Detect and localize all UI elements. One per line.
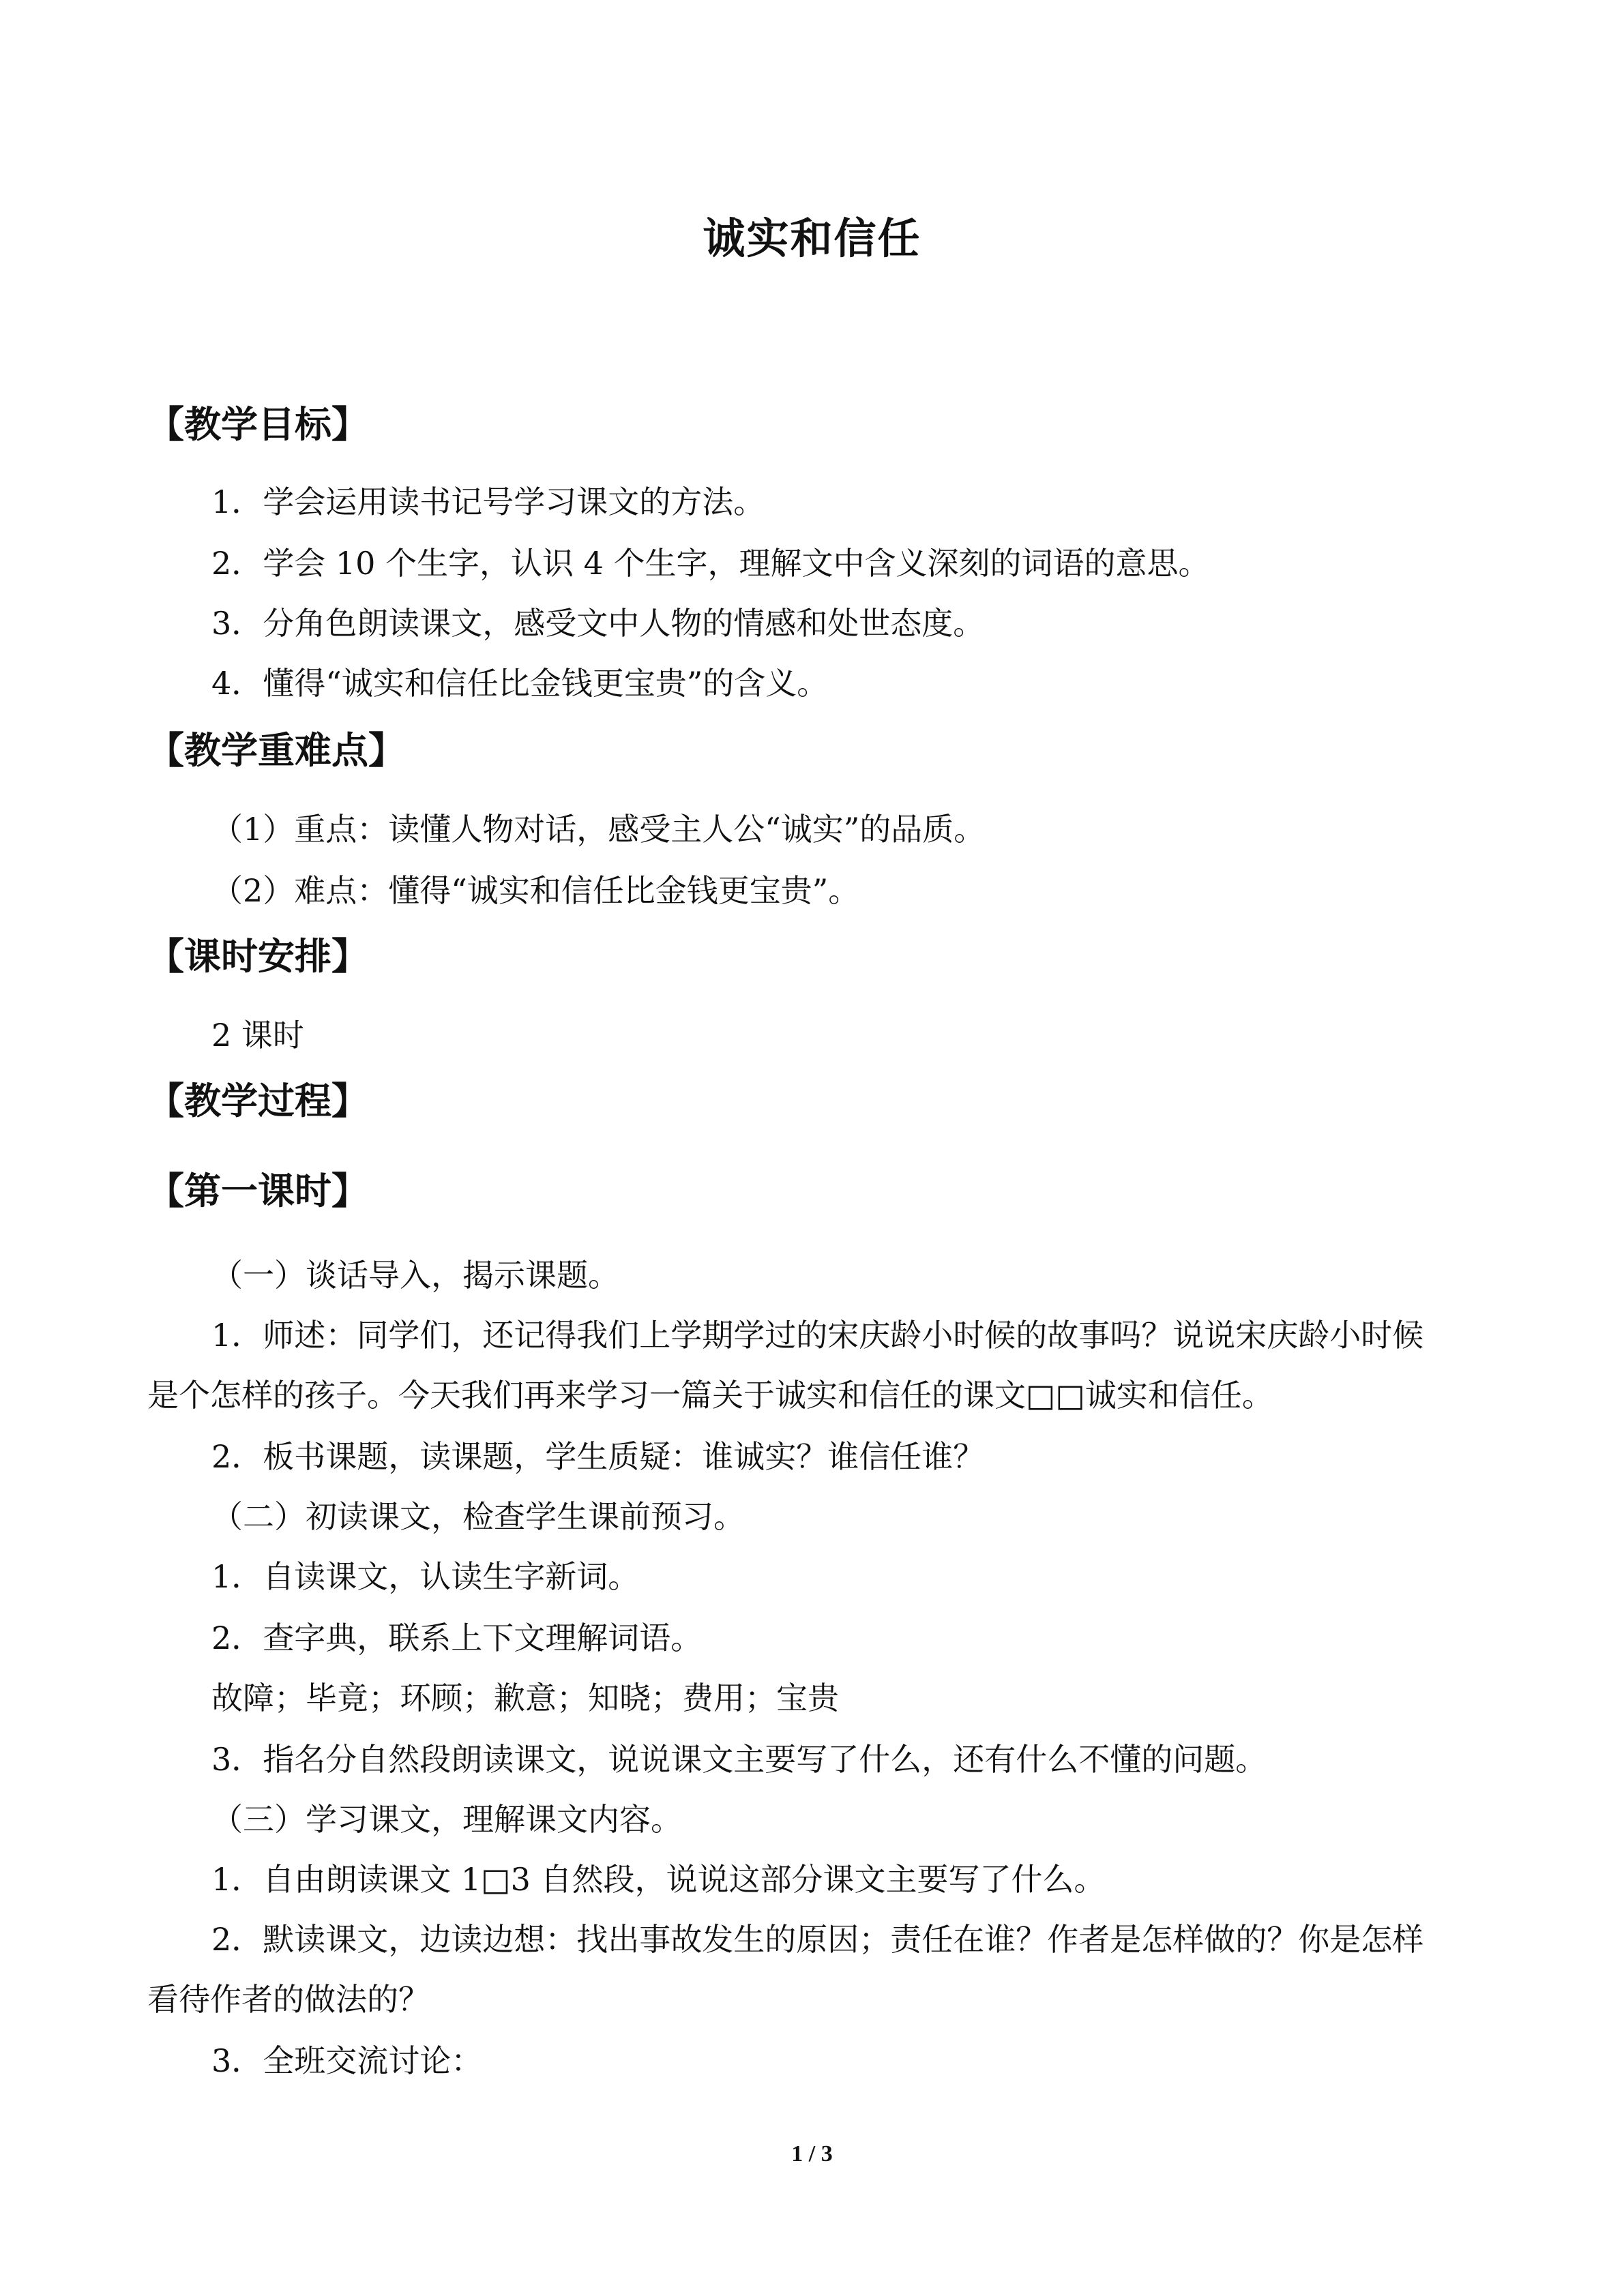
- keypoints-heading: 【教学重难点】: [147, 729, 405, 772]
- paragraph-line: 3．全班交流讨论：: [211, 2042, 483, 2079]
- paragraph-line: 1．自读课文，认读生字新词。: [211, 1558, 640, 1595]
- vocabulary-list: 故障；毕竟；环顾；歉意；知晓；费用；宝贵: [211, 1680, 839, 1716]
- section-title: （二）初读课文，检查学生课前预习。: [211, 1498, 745, 1535]
- document-title: 诚实和信任: [703, 213, 921, 263]
- objectives-heading: 【教学目标】: [147, 403, 368, 446]
- objective-item: 2．学会 10 个生字，认识 4 个生字，理解文中含义深刻的词语的意思。: [211, 545, 1210, 582]
- paragraph-line: 2．查字典，联系上下文理解词语。: [211, 1620, 703, 1656]
- objective-item: 4．懂得“诚实和信任比金钱更宝贵”的含义。: [211, 665, 829, 702]
- paragraph-line: 看待作者的做法的？: [147, 1981, 430, 2018]
- schedule-heading: 【课时安排】: [147, 935, 368, 978]
- paragraph-line: 3．指名分自然段朗读课文，说说课文主要写了什么，还有什么不懂的问题。: [211, 1741, 1267, 1778]
- page-number: 1 / 3: [791, 2141, 833, 2166]
- paragraph-line: 2．板书课题，读课题，学生质疑：谁诚实？谁信任谁？: [211, 1438, 985, 1475]
- keypoint-item: （2）难点：懂得“诚实和信任比金钱更宝贵”。: [211, 872, 860, 909]
- paragraph-line: 1．自由朗读课文 1□3 自然段，说说这部分课文主要写了什么。: [211, 1861, 1106, 1898]
- section-title: （一）谈话导入，揭示课题。: [211, 1257, 619, 1294]
- keypoint-item: （1）重点：读懂人物对话，感受主人公“诚实”的品质。: [211, 811, 986, 848]
- paragraph-line: 1．师述：同学们，还记得我们上学期学过的宋庆龄小时候的故事吗？说说宋庆龄小时候: [211, 1317, 1424, 1354]
- objective-item: 3．分角色朗读课文，感受文中人物的情感和处世态度。: [211, 605, 985, 642]
- paragraph-line: 2．默读课文，边读边想：找出事故发生的原因；责任在谁？作者是怎样做的？你是怎样: [211, 1921, 1424, 1958]
- process-heading: 【教学过程】: [147, 1079, 368, 1122]
- paragraph-line: 是个怎样的孩子。今天我们再来学习一篇关于诚实和信任的课文□□诚实和信任。: [147, 1377, 1273, 1414]
- section-title: （三）学习课文，理解课文内容。: [211, 1801, 682, 1838]
- schedule-text: 2 课时: [211, 1017, 304, 1054]
- objective-item: 1．学会运用读书记号学习课文的方法。: [211, 483, 765, 520]
- lesson1-heading: 【第一课时】: [147, 1169, 368, 1212]
